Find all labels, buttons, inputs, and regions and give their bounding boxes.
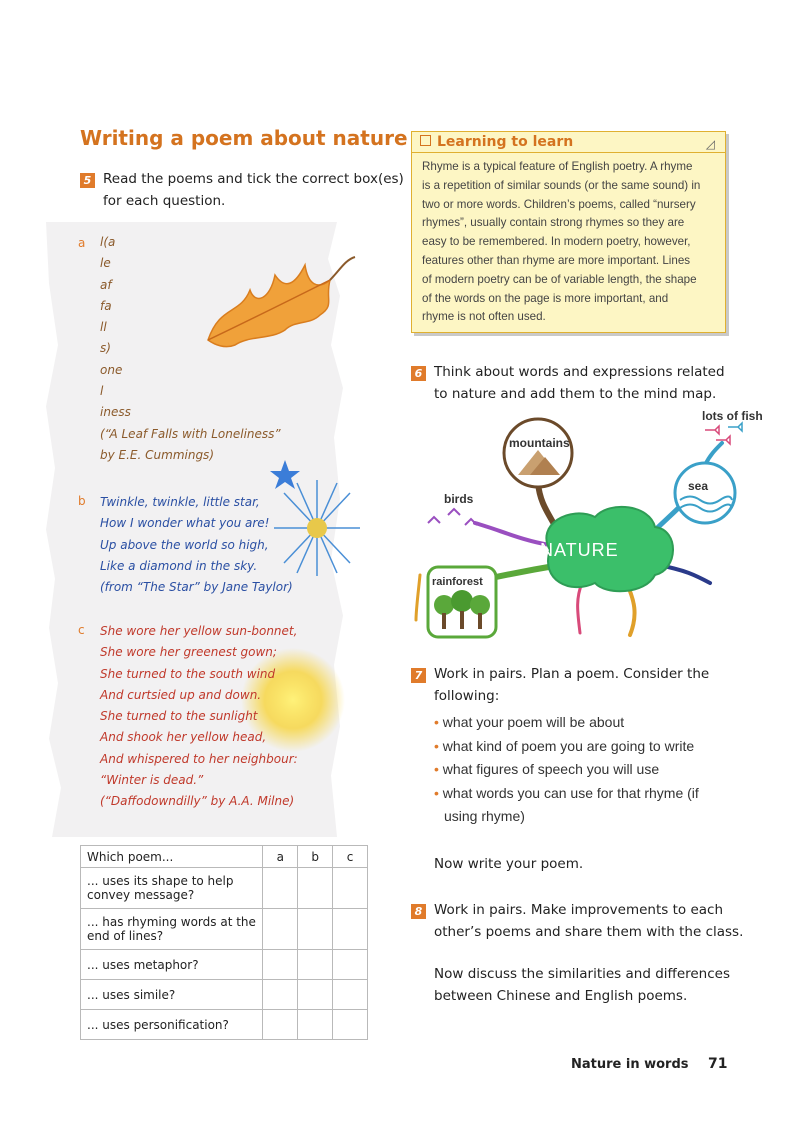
task-8-now — [434, 963, 730, 1007]
poem-a-line: l(a — [100, 235, 116, 249]
bullet-icon: • — [434, 737, 439, 754]
table-row — [81, 950, 368, 980]
task-8-instructions — [434, 899, 743, 943]
poem-c — [100, 621, 298, 813]
tick-box[interactable] — [298, 1010, 333, 1040]
task-7-line-1: Work in pairs. Plan a poem. Consider the — [434, 666, 710, 682]
bullet-text: what figures of speech you will use — [442, 761, 660, 777]
poem-c-line: “Winter is dead.” — [100, 773, 204, 788]
poem-b-line: Up above the world so high, — [100, 537, 269, 552]
mindmap-center-label: NATURE — [540, 540, 619, 560]
table-header-c: c — [333, 846, 368, 868]
tick-box[interactable] — [298, 909, 333, 950]
checkbox-square-icon — [420, 135, 431, 146]
tick-box[interactable] — [298, 980, 333, 1010]
task-6-number: 6 — [411, 366, 426, 381]
poem-a — [100, 232, 281, 466]
tick-box[interactable] — [333, 950, 368, 980]
tick-box[interactable] — [333, 980, 368, 1010]
list-item — [434, 735, 699, 759]
poem-a-line: fa — [100, 298, 112, 313]
bullet-icon: • — [434, 784, 439, 801]
nature-mind-map — [410, 405, 770, 645]
task-7-line-2: following: — [434, 688, 500, 704]
poem-a-line: one — [100, 362, 123, 377]
tick-box[interactable] — [298, 950, 333, 980]
poem-c-line: And shook her yellow head, — [100, 730, 267, 745]
poem-a-line: af — [100, 277, 112, 292]
table-question: ... uses simile? — [81, 980, 263, 1010]
learning-box-text — [412, 153, 725, 332]
task-7-instructions — [434, 663, 709, 707]
learning-box-line: Rhyme is a typical feature of English poetry. A rhyme — [422, 160, 693, 173]
poem-a-line: (“A Leaf Falls with Loneliness” — [100, 426, 281, 441]
bullet-icon: • — [434, 714, 439, 730]
task-6-line-1: Think about words and expressions related — [434, 364, 725, 380]
poem-a-line: l — [100, 384, 104, 399]
learning-to-learn-box — [411, 131, 726, 333]
tick-box[interactable] — [263, 980, 298, 1010]
list-item — [434, 711, 699, 735]
poem-b-line: How I wonder what you are! — [100, 516, 270, 531]
poem-a-line: iness — [100, 405, 131, 420]
poem-a-line: by E.E. Cummings) — [100, 447, 214, 462]
task-8-line-2: other’s poems and share them with the class. — [434, 924, 744, 940]
task-5-line-1: Read the poems and tick the correct box(es) — [103, 171, 404, 187]
mindmap-label-sea: sea — [688, 479, 709, 493]
poem-a-line: ll — [100, 320, 107, 335]
list-item — [434, 758, 699, 782]
poem-c-line: She wore her yellow sun-bonnet, — [100, 624, 298, 638]
learning-box-line: is a repetition of similar sounds (or the same sound) in — [422, 178, 701, 192]
bullet-text: what your poem will be about — [442, 714, 625, 730]
poem-c-line: (“Daffodowndilly” by A.A. Milne) — [100, 794, 295, 809]
task-8-now-line-1: Now discuss the similarities and differences — [434, 966, 731, 982]
learning-box-line: features other than rhyme are more important. Lines — [422, 253, 691, 267]
tick-box[interactable] — [333, 868, 368, 909]
learning-box-line: rhyme is not often used. — [422, 310, 546, 324]
task-5-instructions — [103, 168, 404, 212]
task-7-bullets — [434, 711, 699, 829]
task-8-line-1: Work in pairs. Make improvements to each — [434, 902, 723, 918]
mindmap-label-mountains: mountains — [509, 436, 570, 450]
task-7-now: Now write your poem. — [434, 856, 584, 872]
bullet-continuation: using rhyme) — [444, 808, 525, 824]
learning-box-line: easy to be remembered. In modern poetry, however, — [422, 235, 691, 249]
table-row — [81, 868, 368, 909]
bullet-text: what words you can use for that rhyme (if — [442, 784, 699, 801]
poem-c-line: She turned to the south wind — [100, 666, 276, 681]
table-header-a: a — [263, 846, 298, 868]
learning-box-line: of the words on the page is more important, and — [422, 291, 669, 305]
poem-a-line: s) — [100, 341, 111, 356]
tick-box[interactable] — [333, 909, 368, 950]
poem-b — [100, 492, 293, 598]
task-8-now-line-2: between Chinese and English poems. — [434, 988, 688, 1004]
tick-box[interactable] — [263, 909, 298, 950]
tick-box[interactable] — [333, 1010, 368, 1040]
tick-table — [80, 845, 368, 1040]
bullet-icon: • — [434, 761, 439, 777]
tick-box[interactable] — [298, 868, 333, 909]
task-5-line-2: for each question. — [103, 193, 226, 209]
poem-b-letter: b — [78, 494, 86, 508]
task-7-number: 7 — [411, 668, 426, 683]
poem-c-line: She turned to the sunlight — [100, 709, 258, 724]
poem-c-line: And whispered to her neighbour: — [100, 751, 298, 766]
poem-a-letter: a — [78, 236, 86, 250]
page-title: Writing a poem about nature — [80, 126, 408, 150]
table-header-question: Which poem... — [81, 846, 263, 868]
learning-box-line: of modern poetry can be of variable length, the shape — [422, 272, 697, 286]
mindmap-label-fish: lots of fish — [702, 409, 763, 423]
tick-box[interactable] — [263, 950, 298, 980]
task-6-line-2: to nature and add them to the mind map. — [434, 386, 717, 402]
learning-box-header — [412, 132, 725, 153]
poem-b-line: Twinkle, twinkle, little star, — [100, 495, 260, 509]
table-row — [81, 980, 368, 1010]
mindmap-label-rainforest: rainforest — [432, 576, 483, 588]
list-item — [434, 782, 699, 806]
bullet-text: what kind of poem you are going to write — [442, 737, 695, 754]
table-question: ... has rhyming words at the end of lines? — [81, 909, 263, 950]
corner-triangle-icon: ◿ — [705, 137, 715, 151]
poem-c-letter: c — [78, 623, 85, 637]
poem-b-line: (from “The Star” by Jane Taylor) — [100, 580, 293, 595]
table-question: ... uses personification? — [81, 1010, 263, 1040]
learning-box-line: two or more words. Children’s poems, called “nursery — [422, 197, 696, 211]
poem-c-line: She wore her greenest gown; — [100, 645, 277, 660]
learning-box-heading: Learning to learn — [437, 134, 574, 150]
table-row — [81, 909, 368, 950]
task-5-number: 5 — [80, 173, 95, 188]
page-number: 71 — [708, 1056, 728, 1072]
mindmap-label-birds: birds — [444, 492, 474, 506]
task-6-instructions — [434, 361, 725, 405]
learning-box-line: rhymes”, usually contain strong rhymes so they are — [422, 216, 685, 230]
tick-box[interactable] — [263, 868, 298, 909]
footer-section-title: Nature in words — [571, 1057, 689, 1072]
table-row — [81, 1010, 368, 1040]
table-question: ... uses its shape to help convey message? — [81, 868, 263, 909]
task-8-number: 8 — [411, 904, 426, 919]
poem-c-line: And curtsied up and down. — [100, 687, 262, 702]
poem-a-line: le — [100, 256, 111, 271]
table-header-b: b — [298, 846, 333, 868]
tick-box[interactable] — [263, 1010, 298, 1040]
poem-b-line: Like a diamond in the sky. — [100, 558, 258, 573]
table-question: ... uses metaphor? — [81, 950, 263, 980]
